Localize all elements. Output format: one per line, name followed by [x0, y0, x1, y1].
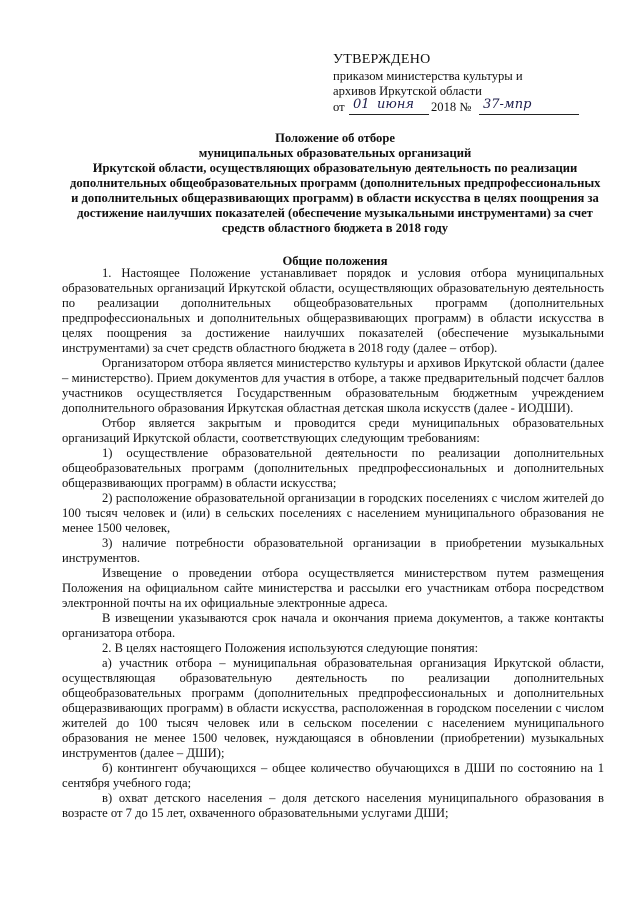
requirement-3: 3) наличие потребности образовательной организации в приобретении музыкальных инструментов. — [62, 536, 604, 565]
date-month-handwritten: июня — [377, 97, 414, 112]
date-prefix: от — [333, 100, 345, 114]
heading-line: муниципальных образовательных организаций — [198, 146, 472, 160]
approval-order-line: приказом министерства культуры и — [333, 69, 523, 83]
definition-b: б) контингент обучающихся – общее количество обучающихся в ДШИ по состоянию на 1 сентября учебного года; — [62, 761, 604, 790]
paragraph-selection: Отбор является закрытым и проводится среди муниципальных образовательных организаций Иркутской области, соответствующих следующим требованиям: — [62, 416, 604, 445]
document-body — [62, 266, 604, 821]
heading-line: средств областного бюджета в 2018 году — [221, 221, 449, 235]
definition-c: в) охват детского населения – доля детского населения муниципального образования в возрасте от 7 до 15 лет, охваченного образовательными услугами ДШИ; — [62, 791, 604, 820]
date-underline — [349, 114, 429, 115]
date-day-handwritten: 01 — [353, 97, 370, 112]
heading-line: Положение об отборе — [275, 131, 395, 145]
number-underline — [479, 114, 579, 115]
order-number-handwritten: 37-мпр — [483, 97, 532, 112]
approval-title: УТВЕРЖДЕНО — [333, 52, 431, 67]
section-title: Общие положения — [282, 254, 388, 268]
paragraph-notice-details: В извещении указываются срок начала и окончания приема документов, а также контакты организатора отбора. — [62, 611, 604, 640]
paragraph-notice: Извещение о проведении отбора осуществляется министерством путем размещения Положения на официальном сайте министерства и рассылки его участникам отбора посредством электронной почты на их официальные электронные адреса. — [62, 566, 604, 610]
requirement-2: 2) расположение образовательной организации в городских поселениях с числом жителей до 100 тысяч человек и (или) в сельских поселениях с населением муниципального образования не менее 1500 человек, — [62, 491, 604, 535]
requirement-1: 1) осуществление образовательной деятельности по реализации дополнительных общеобразовательных программ (дополнительных предпрофессиональных и дополнительных общеразвивающих программ) в области искусства; — [62, 446, 604, 490]
paragraph-2: 2. В целях настоящего Положения используются следующие понятия: — [102, 641, 479, 655]
heading-line: дополнительных общеобразовательных программ (дополнительных предпрофессиональных — [70, 176, 601, 190]
definition-a: а) участник отбора – муниципальная образовательная организация Иркутской области, осуществляющая образовательную деятельность по реализации дополнительных общеобразовательных программ (дополнительных предпрофессиональных и дополнительных общеразвивающих программ) в области искусства, расположенная в городском поселении с числом жителей до 100 тысяч человек или в сельском поселении с населением муниципального образования не менее 1500 человек, нуждающаяся в обновлении (приобретении) музыкальных инструментов (далее – ДШИ); — [62, 656, 604, 760]
document-heading — [70, 131, 600, 236]
approval-block — [333, 52, 613, 117]
approval-ministry-line: архивов Иркутской области — [333, 84, 482, 98]
heading-line: и дополнительных общеразвивающих программ) в области искусства в целях поощрения за — [71, 191, 599, 205]
paragraph-organizer: Организатором отбора является министерство культуры и архивов Иркутской области (далее – министерство). Прием документов для участия в отборе, а также предварительный подсчет баллов участников осуществляется Государственным образовательным бюджетным учреждением дополнительного образования Иркутская областная детская школа искусств (далее - ИОДШИ). — [62, 356, 604, 415]
heading-line: достижение наилучших показателей (обеспечение музыкальными инструментами) за счет — [77, 206, 593, 220]
paragraph-1: 1. Настоящее Положение устанавливает порядок и условия отбора муниципальных образовательных организаций Иркутской области, осуществляющих образовательную деятельность по реализации дополнительных общеобразовательных программ (дополнительных предпрофессиональных и дополнительных общеразвивающих программ) в области искусства в целях поощрения за достижение наилучших показателей (обеспечение музыкальными инструментами) за счет средств областного бюджета в 2018 году (далее – отбор). — [62, 266, 604, 355]
date-year-number-label: 2018 № — [431, 100, 472, 114]
heading-line: Иркутской области, осуществляющих образовательную деятельность по реализации — [92, 161, 578, 175]
approval-date-line — [333, 97, 613, 117]
